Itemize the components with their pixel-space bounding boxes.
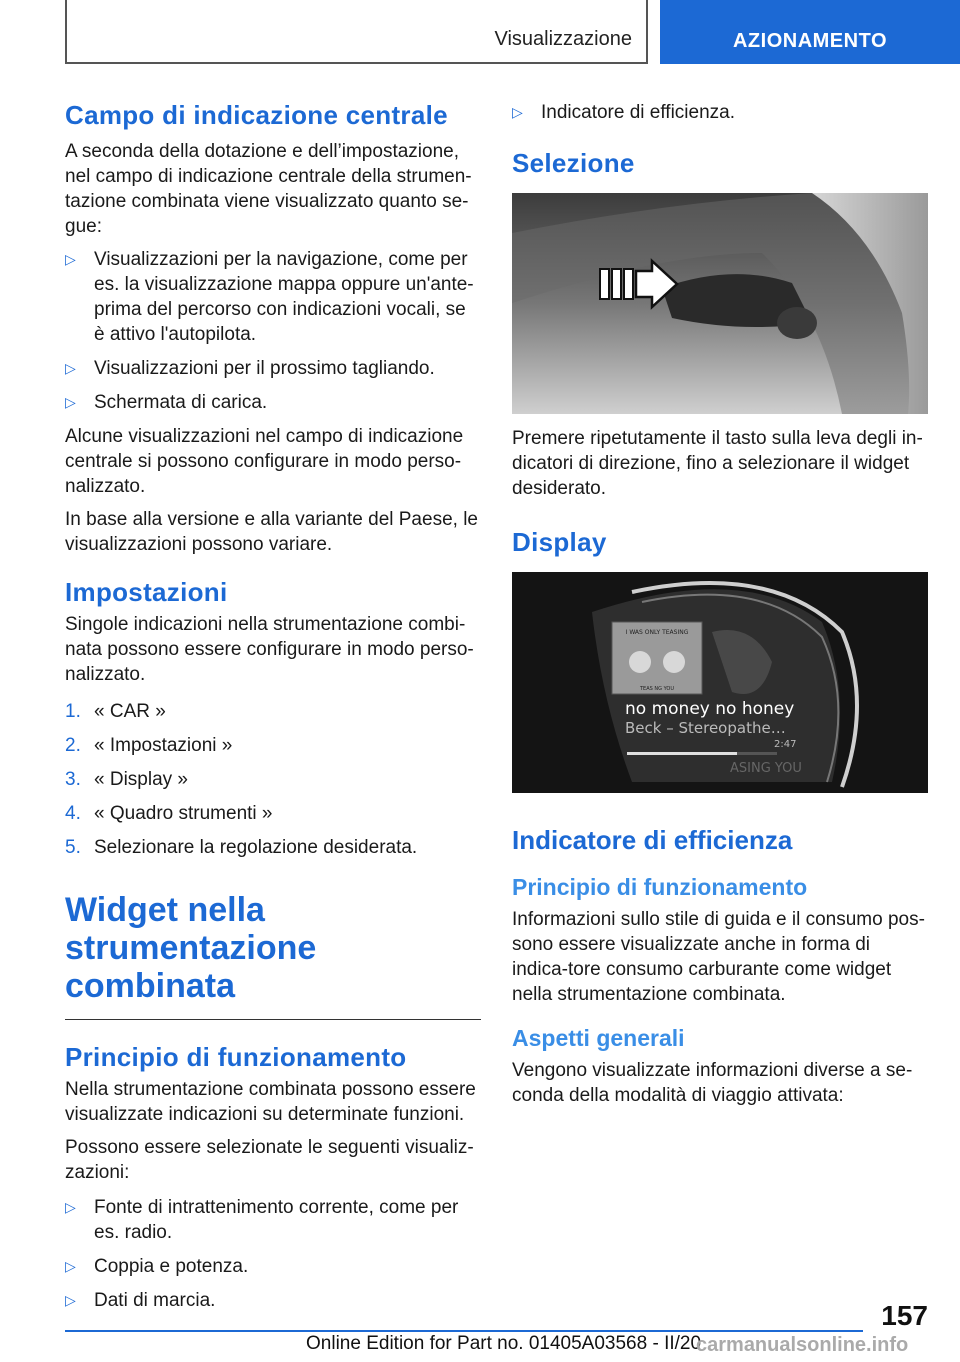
triangle-bullet-icon: ▷ xyxy=(65,1258,76,1274)
cover-top-text: I WAS ONLY TEASING xyxy=(625,629,689,636)
header-chapter-tab xyxy=(660,0,960,64)
list-item: ▷ Coppia e potenza. xyxy=(65,1256,249,1277)
step-item: 3. « Display » xyxy=(65,769,188,790)
principio-paragraph-1: Nella strumentazione combinata possono essere visualizzate indicazioni su determinate funzioni. xyxy=(65,1079,476,1125)
song-time: 2:47 xyxy=(774,739,797,750)
heading-divider xyxy=(65,1019,481,1020)
step-number: 1. xyxy=(65,701,81,722)
triangle-bullet-icon: ▷ xyxy=(65,394,76,410)
footer-edition: Online Edition for Part no. 01405A03568 - II/20 xyxy=(306,1333,702,1354)
watermark: carmanualsonline.info xyxy=(696,1334,909,1356)
continued-list xyxy=(512,100,928,125)
campo-paragraph-3: In base alla versione e alla variante del Paese, le visualizzazioni possono variare. xyxy=(65,509,478,555)
list-item: ▷ Dati di marcia. xyxy=(65,1290,216,1311)
lever-photo xyxy=(512,193,928,414)
header-section-box xyxy=(65,0,648,64)
selezione-heading: Selezione xyxy=(512,148,635,178)
campo-heading: Campo di indicazione centrale xyxy=(65,100,448,130)
step-item: 1. « CAR » xyxy=(65,701,166,722)
list-item: ▷ Schermata di carica. xyxy=(65,392,268,413)
display-heading: Display xyxy=(512,527,607,557)
step-number: 5. xyxy=(65,837,81,858)
widget-heading-line-2: strumentazione combinata xyxy=(65,929,317,1005)
triangle-bullet-icon: ▷ xyxy=(65,360,76,376)
eff-principio-paragraph: Informazioni sullo stile di guida e il consumo pos-sono essere visualizzate anche in forma di indica-tore consumo carburante come widget nella strumentazione combinata. xyxy=(512,909,925,1005)
campo-intro: A seconda della dotazione e dell’impostazione, nel campo di indicazione centrale della strumen-tazione combinata viene visualizzato quanto se-gue: xyxy=(65,141,472,237)
triangle-bullet-icon: ▷ xyxy=(512,104,523,120)
instrument-cluster-illustration xyxy=(512,572,928,793)
list-item: ▷ Fonte di intrattenimento corrente, come per es. radio. xyxy=(65,1197,459,1243)
principio-heading: Principio di funzionamento xyxy=(65,1042,407,1072)
turn-signal-lever-illustration xyxy=(512,193,928,414)
campo-paragraph-2: Alcune visualizzazioni nel campo di indicazione centrale si possono configurare in modo perso-nalizzato. xyxy=(65,426,464,497)
aspetti-heading: Aspetti generali xyxy=(512,1025,685,1051)
page-number: 157 xyxy=(881,1300,928,1331)
principio-paragraph-2: Possono essere selezionate le seguenti visualiz-zazioni: xyxy=(65,1137,474,1183)
cover-bottom-text: TEAS NG YOU xyxy=(640,686,674,692)
step-item: 5. Selezionare la regolazione desiderata. xyxy=(65,837,418,858)
song-artist: Beck – Stereopathe… xyxy=(625,719,786,737)
header-chapter-title: AZIONAMENTO xyxy=(732,29,887,52)
footer-divider xyxy=(65,1330,863,1332)
step-item: 2. « Impostazioni » xyxy=(65,735,233,756)
step-number: 4. xyxy=(65,803,81,824)
step-item: 4. « Quadro strumenti » xyxy=(65,803,273,824)
song-title: no money no honey xyxy=(625,699,795,719)
triangle-bullet-icon: ▷ xyxy=(65,1292,76,1308)
principio-list xyxy=(65,1195,481,1313)
selezione-paragraph: Premere ripetutamente il tasto sulla leva degli in-dicatori di direzione, fino a selezionare il widget desiderato. xyxy=(512,428,923,499)
right-column xyxy=(512,100,928,1116)
campo-list xyxy=(65,247,481,415)
triangle-bullet-icon: ▷ xyxy=(65,251,76,267)
impostazioni-intro: Singole indicazioni nella strumentazione combi-nata possono essere configurare in modo perso-nalizzato. xyxy=(65,614,474,685)
step-number: 2. xyxy=(65,735,81,756)
list-item: ▷ Visualizzazioni per il prossimo tagliando. xyxy=(65,358,435,379)
triangle-bullet-icon: ▷ xyxy=(65,1199,76,1215)
left-column xyxy=(65,100,481,1322)
background-song-text: ASING YOU xyxy=(730,761,802,776)
impostazioni-steps xyxy=(65,699,481,860)
step-number: 3. xyxy=(65,769,81,790)
aspetti-paragraph: Vengono visualizzate informazioni diverse a se-conda della modalità di viaggio attivata: xyxy=(512,1060,913,1106)
header-section-title: Visualizzazione xyxy=(494,28,632,50)
list-item: ▷ Indicatore di efficienza. xyxy=(512,102,735,123)
eff-principio-heading: Principio di funzionamento xyxy=(512,874,808,900)
impostazioni-heading: Impostazioni xyxy=(65,577,228,607)
efficienza-heading: Indicatore di efficienza xyxy=(512,825,793,855)
display-photo xyxy=(512,572,928,793)
song-progress-fill xyxy=(627,752,737,755)
widget-heading xyxy=(65,891,481,1005)
list-item: ▷ Visualizzazioni per la navigazione, come per es. la visualizzazione mappa oppure un'ante-prima del percorso con indicazioni vocali, se è attivo l'autopilota. xyxy=(65,249,474,345)
widget-heading-line-1: Widget nella xyxy=(65,891,265,929)
